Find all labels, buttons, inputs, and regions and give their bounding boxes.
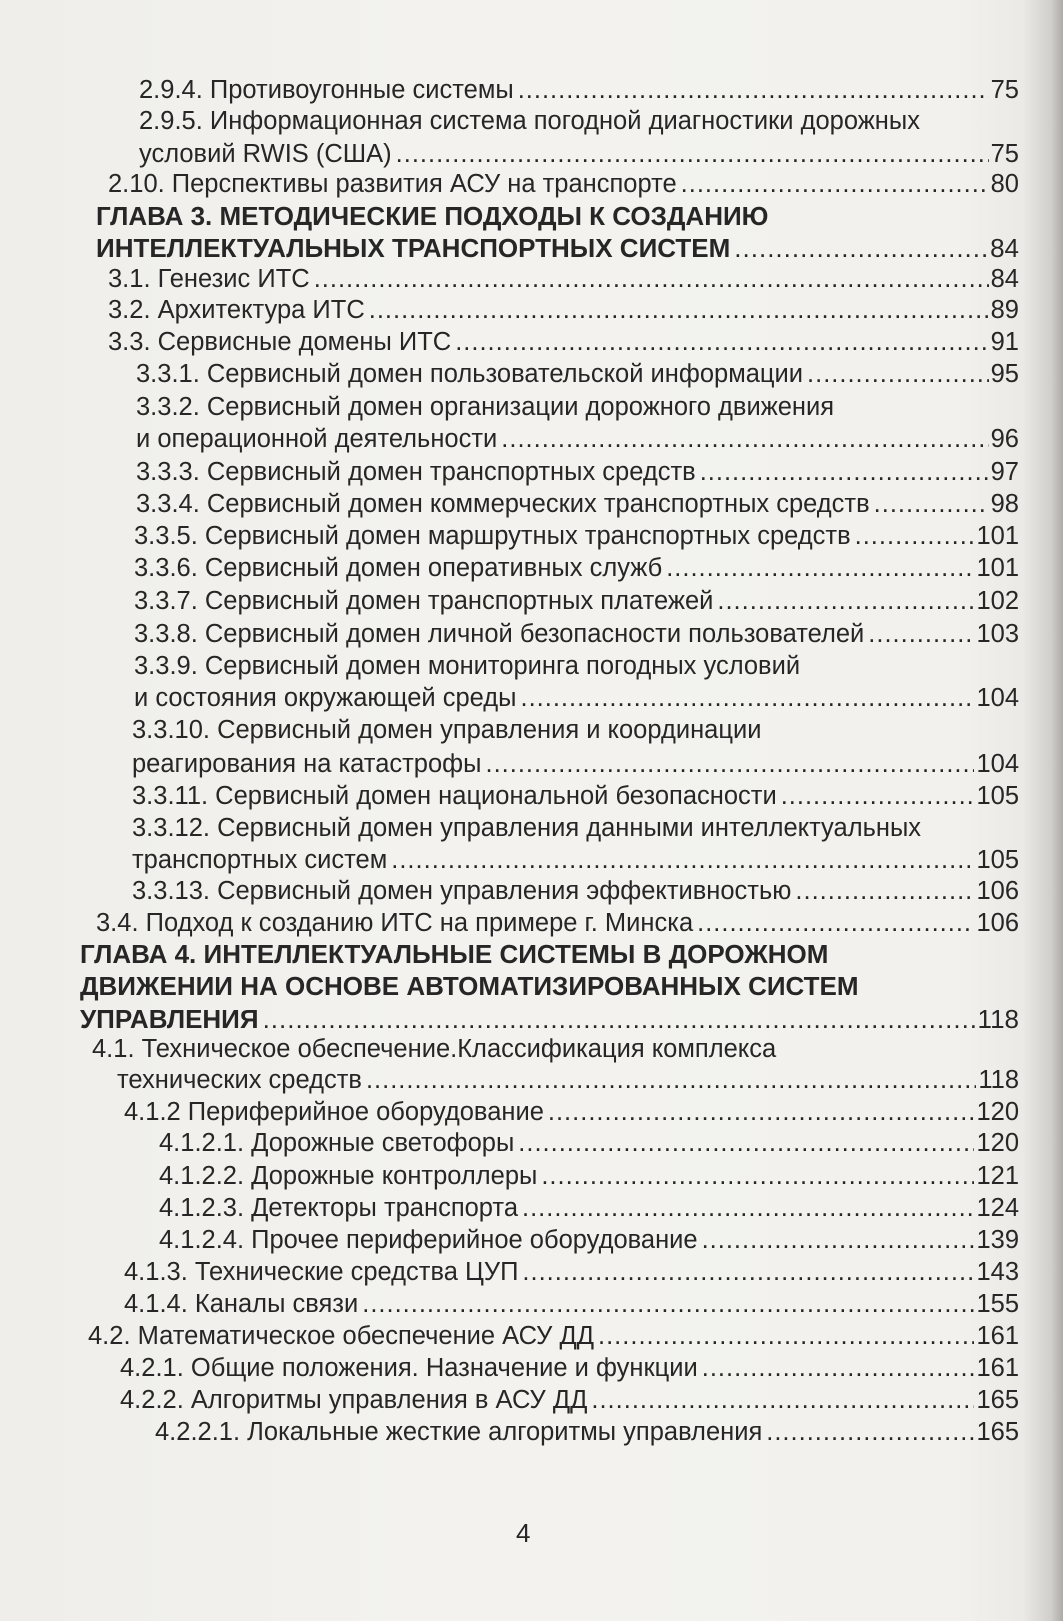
toc-entry-title: 3.3.7. Сервисный домен транспортных платежей: [134, 587, 714, 615]
toc-entry-page: 124: [976, 1194, 1019, 1222]
toc-entry-title: и состояния окружающей среды: [134, 684, 517, 712]
toc-entry-title: 4.1.2.1. Дорожные светофоры: [159, 1129, 515, 1157]
toc-leader-dots: [263, 1004, 976, 1034]
toc-entry-title: 3.3.6. Сервисный домен оперативных служб: [134, 554, 663, 582]
toc-leader-dots: [766, 1417, 974, 1447]
page-edge-shadow: [1023, 0, 1063, 1621]
toc-entry-page: 106: [976, 909, 1019, 937]
toc-leader-dots: [681, 169, 989, 199]
toc-entry-title: 3.3.10. Сервисный домен управления и координации: [132, 716, 762, 744]
toc-entry-title: технических средств: [117, 1066, 362, 1094]
toc-leader-dots: [455, 327, 988, 357]
toc-entry-title: 3.3.8. Сервисный домен личной безопасности пользователей: [134, 620, 865, 648]
toc-entry-page: 102: [976, 587, 1019, 615]
toc-entry: [134, 586, 1019, 616]
toc-entry: [80, 1004, 1019, 1034]
toc-entry: [124, 1289, 1019, 1319]
toc-entry: [96, 233, 1019, 263]
toc-entry-title: и операционной деятельности: [136, 425, 498, 453]
toc-entry-title: 3.4. Подход к созданию ИТС на примере г. Минска: [96, 909, 694, 937]
toc-entry: [117, 1065, 1019, 1095]
toc-entry-page: 118: [978, 1066, 1019, 1094]
toc-entry-title: 4.2.2.1. Локальные жесткие алгоритмы управления: [155, 1418, 763, 1446]
toc-leader-dots: [391, 845, 974, 875]
toc-leader-dots: [314, 264, 989, 294]
toc-leader-dots: [396, 139, 989, 169]
toc-leader-dots: [598, 1321, 974, 1351]
toc-leader-dots: [734, 233, 988, 263]
toc-entry-page: 165: [976, 1418, 1019, 1446]
toc-leader-dots: [485, 749, 974, 779]
toc-leader-dots: [362, 1289, 974, 1319]
toc-entry-page: 101: [976, 554, 1019, 582]
toc-entry-title: 4.1.2.2. Дорожные контроллеры: [159, 1162, 538, 1190]
toc-entry-title: 4.1.2 Периферийное оборудование: [124, 1098, 544, 1126]
toc-leader-dots: [700, 457, 989, 487]
toc-entry-page: 84: [990, 233, 1019, 263]
toc-leader-dots: [518, 75, 989, 105]
toc-entry-page: 121: [976, 1162, 1019, 1190]
toc-leader-dots: [702, 1353, 975, 1383]
toc-entry-title: 3.2. Архитектура ИТС: [108, 296, 365, 324]
toc-entry-page: 104: [976, 750, 1019, 778]
toc-entry-title: 2.10. Перспективы развития АСУ на транспорте: [108, 170, 677, 198]
toc-entry: [159, 1161, 1019, 1191]
chapter-heading: ГЛАВА 4. ИНТЕЛЛЕКТУАЛЬНЫЕ СИСТЕМЫ В ДОРОЖНОМ: [80, 939, 829, 969]
toc-entry-title: 3.1. Генезис ИТС: [108, 265, 310, 293]
toc-entry: [159, 1225, 1019, 1255]
toc-entry-title: 3.3. Сервисные домены ИТС: [108, 328, 452, 356]
toc-entry: [159, 1128, 1019, 1158]
toc-leader-dots: [521, 683, 975, 713]
chapter-heading: ДВИЖЕНИИ НА ОСНОВЕ АВТОМАТИЗИРОВАННЫХ СИСТЕМ: [80, 971, 859, 1001]
toc-entry-title: 3.3.5. Сервисный домен маршрутных транспортных средств: [134, 522, 851, 550]
toc-entry-title: транспортных систем: [132, 846, 388, 874]
toc-entry-page: 97: [990, 458, 1019, 486]
toc-entry-title: ИНТЕЛЛЕКТУАЛЬНЫХ ТРАНСПОРТНЫХ СИСТЕМ: [96, 233, 731, 263]
toc-leader-dots: [522, 1257, 974, 1287]
toc-entry-page: 75: [990, 76, 1019, 104]
toc-entry: [159, 1193, 1019, 1223]
toc-leader-dots: [541, 1161, 974, 1191]
toc-entry: [134, 619, 1019, 649]
toc-entry-page: 98: [990, 490, 1019, 518]
toc-entry-page: 75: [990, 140, 1019, 168]
toc-entry-title: 2.9.5. Информационная система погодной диагностики дорожных: [139, 107, 920, 135]
toc-entry-page: 105: [976, 846, 1019, 874]
toc-entry-title: 4.1. Техническое обеспечение.Классификация комплекса: [92, 1035, 777, 1063]
toc-leader-dots: [781, 781, 975, 811]
toc-entry: [136, 489, 1019, 519]
toc-leader-dots: [702, 1225, 975, 1255]
toc-entry-title: 3.3.9. Сервисный домен мониторинга погодных условий: [134, 652, 801, 680]
toc-entry-page: 165: [976, 1386, 1019, 1414]
toc-entry: [88, 1321, 1019, 1351]
toc-leader-dots: [591, 1385, 974, 1415]
toc-leader-dots: [548, 1097, 975, 1127]
toc-entry-title: 3.3.1. Сервисный домен пользовательской информации: [136, 360, 804, 388]
toc-entry-title: 3.3.13. Сервисный домен управления эффективностью: [132, 877, 792, 905]
toc-entry: [124, 1257, 1019, 1287]
toc-entry: [120, 1353, 1019, 1383]
toc-entry-title: 4.2. Математическое обеспечение АСУ ДД: [88, 1322, 595, 1350]
toc-entry: [134, 553, 1019, 583]
toc-entry-title: реагирования на катастрофы: [132, 750, 482, 778]
toc-leader-dots: [868, 619, 974, 649]
toc-leader-dots: [717, 586, 974, 616]
toc-entry-title: 4.1.4. Каналы связи: [124, 1290, 359, 1318]
toc-entry: [136, 359, 1019, 389]
toc-entry-page: 84: [990, 265, 1019, 293]
toc-leader-dots: [855, 521, 975, 551]
toc-entry: [132, 749, 1019, 779]
toc-leader-dots: [501, 424, 988, 454]
toc-leader-dots: [366, 1065, 976, 1095]
toc-entry-page: 161: [976, 1354, 1019, 1382]
toc-entry: [108, 327, 1019, 357]
toc-entry-title: условий RWIS (США): [139, 140, 392, 168]
toc-entry-page: 139: [976, 1226, 1019, 1254]
toc-entry-page: 120: [976, 1129, 1019, 1157]
toc-entry-page: 118: [977, 1004, 1019, 1034]
toc-entry-title: 3.3.12. Сервисный домен управления данными интеллектуальных: [132, 814, 922, 842]
page-number: 4: [516, 1518, 531, 1548]
toc-entry-title: 4.2.2. Алгоритмы управления в АСУ ДД: [120, 1386, 588, 1414]
toc-entry: [132, 876, 1019, 906]
toc-entry-title: 4.1.3. Технические средства ЦУП: [124, 1258, 519, 1286]
toc-entry-page: 80: [990, 170, 1019, 198]
toc-entry: [134, 521, 1019, 551]
toc-entry-page: 155: [976, 1290, 1019, 1318]
toc-entry-title: 4.2.1. Общие положения. Назначение и функции: [120, 1354, 698, 1382]
toc-entry-page: 89: [990, 296, 1019, 324]
toc-entry-title: 3.3.4. Сервисный домен коммерческих транспортных средств: [136, 490, 870, 518]
toc-entry-page: 105: [976, 782, 1019, 810]
toc-entry-title: УПРАВЛЕНИЯ: [80, 1004, 259, 1034]
toc-entry: [96, 908, 1019, 938]
toc-leader-dots: [369, 295, 989, 325]
toc-entry-page: 95: [990, 360, 1019, 388]
toc-entry-page: 161: [976, 1322, 1019, 1350]
toc-leader-dots: [874, 489, 989, 519]
toc-entry-page: 104: [976, 684, 1019, 712]
toc-entry-title: 3.3.11. Сервисный домен национальной безопасности: [132, 782, 777, 810]
toc-entry-page: 106: [976, 877, 1019, 905]
toc-entry: [155, 1417, 1019, 1447]
toc-leader-dots: [518, 1128, 974, 1158]
toc-entry-title: 4.1.2.3. Детекторы транспорта: [159, 1194, 519, 1222]
toc-entry: [132, 781, 1019, 811]
toc-leader-dots: [666, 553, 974, 583]
toc-entry: [124, 1097, 1019, 1127]
toc-entry-page: 143: [976, 1258, 1019, 1286]
toc-entry: [136, 424, 1019, 454]
chapter-heading: ГЛАВА 3. МЕТОДИЧЕСКИЕ ПОДХОДЫ К СОЗДАНИЮ: [96, 201, 769, 231]
toc-entry-title: 2.9.4. Противоугонные системы: [139, 76, 514, 104]
toc-entry-page: 101: [976, 522, 1019, 550]
toc-entry: [139, 139, 1019, 169]
toc-entry-title: 3.3.3. Сервисный домен транспортных средств: [136, 458, 696, 486]
toc-entry: [108, 264, 1019, 294]
toc-leader-dots: [697, 908, 974, 938]
toc-entry: [132, 845, 1019, 875]
toc-leader-dots: [522, 1193, 974, 1223]
toc-leader-dots: [807, 359, 989, 389]
toc-entry: [139, 75, 1019, 105]
toc-entry-page: 103: [976, 620, 1019, 648]
toc-entry-title: 3.3.2. Сервисный домен организации дорожного движения: [136, 393, 835, 421]
toc-entry: [108, 295, 1019, 325]
toc-entry-page: 91: [990, 328, 1019, 356]
toc-entry: [134, 683, 1019, 713]
toc-entry-title: 4.1.2.4. Прочее периферийное оборудование: [159, 1226, 698, 1254]
toc-entry: [108, 169, 1019, 199]
toc-entry: [120, 1385, 1019, 1415]
toc-entry-page: 120: [976, 1098, 1019, 1126]
toc-entry: [136, 457, 1019, 487]
toc-entry-page: 96: [990, 425, 1019, 453]
toc-leader-dots: [795, 876, 974, 906]
